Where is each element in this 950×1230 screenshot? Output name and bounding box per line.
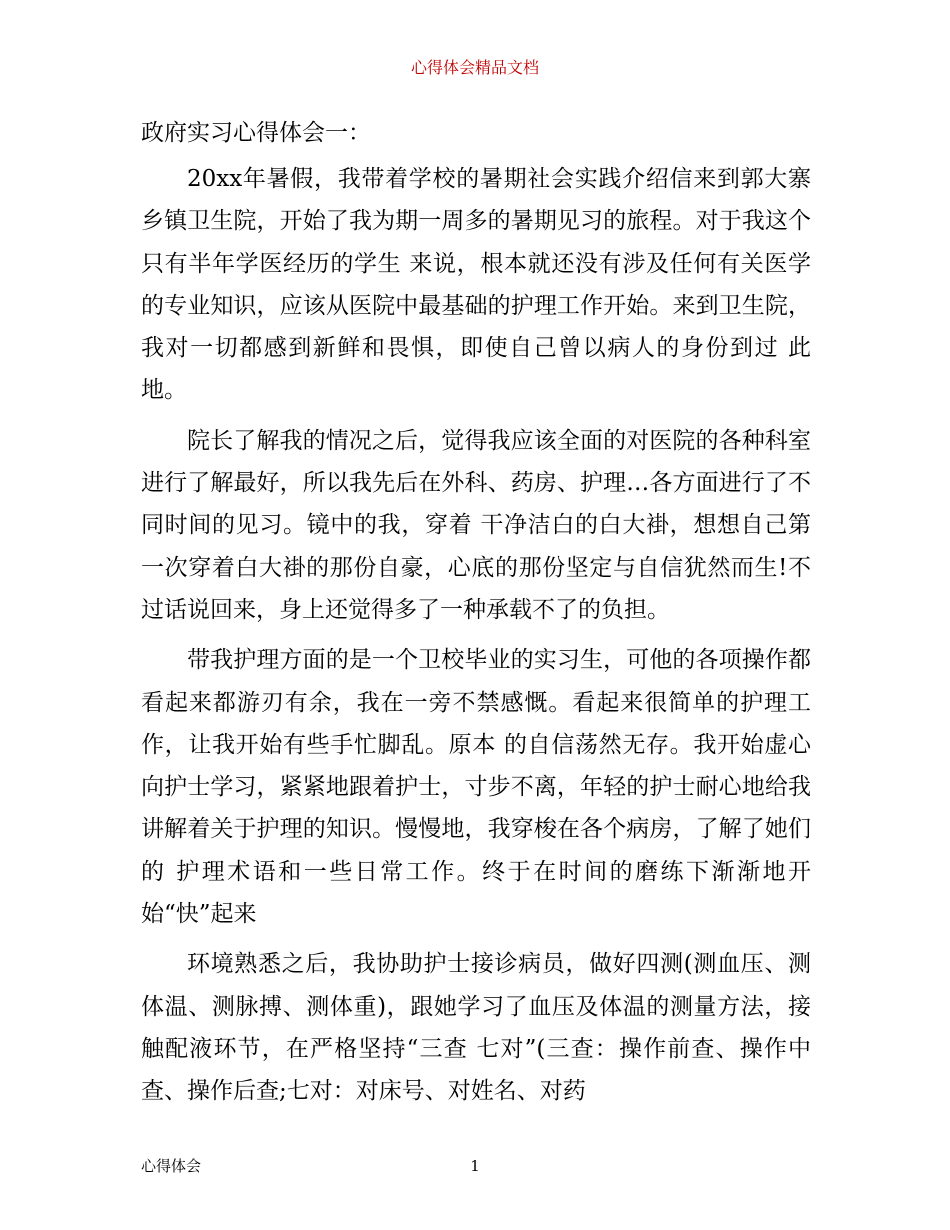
section-heading: 政府实习心得体会一： bbox=[141, 120, 371, 146]
page-number: 1 bbox=[470, 1157, 480, 1175]
document-header: 心得体会精品文档 bbox=[410, 58, 539, 77]
paragraph-1: 20xx年暑假，我带着学校的暑期社会实践介绍信来到郭大寨乡镇卫生院，开始了我为期一周多的暑期见习的旅程。对于我这个只有半年学医经历的学生 来说，根本就还没有涉及任何有关医学的专业知识，应该从医院中最基础的护理工作开始。来到卫生院，我对一切都感到新鲜和畏惧，即使自己曾以病人的身份到过 此地。 bbox=[141, 166, 811, 404]
paragraph-3: 带我护理方面的是一个卫校毕业的实习生，可他的各项操作都看起来都游刃有余，我在一旁不禁感慨。看起来很简单的护理工作，让我开始有些手忙脚乱。原本 的自信荡然无存。我开始虚心向护士学习，紧紧地跟着护士，寸步不离，年轻的护士耐心地给我讲解着关于护理的知识。慢慢地，我穿梭在各个病房，了解了她们的 护理术语和一些日常工作。终于在时间的磨练下渐渐地开始“快”起来 bbox=[141, 647, 811, 928]
paragraph-4: 环境熟悉之后，我协助护士接诊病员，做好四测(测血压、测体温、测脉搏、测体重)，跟她学习了血压及体温的测量方法，接触配液环节，在严格坚持“三查 七对”(三查：操作前查、操作中查、操作后查;七对：对床号、对姓名、对药 bbox=[141, 951, 811, 1105]
footer-label: 心得体会 bbox=[141, 1157, 202, 1175]
document-body bbox=[141, 108, 811, 1121]
paragraph-2: 院长了解我的情况之后，觉得我应该全面的对医院的各种科室进行了解最好，所以我先后在外科、药房、护理…各方面进行了不同时间的见习。镜中的我，穿着 干净洁白的白大褂，想想自己第一次穿着白大褂的那份自豪，心底的那份坚定与自信犹然而生!不过话说回来，身上还觉得多了一种承载不了的负担。 bbox=[141, 427, 811, 623]
